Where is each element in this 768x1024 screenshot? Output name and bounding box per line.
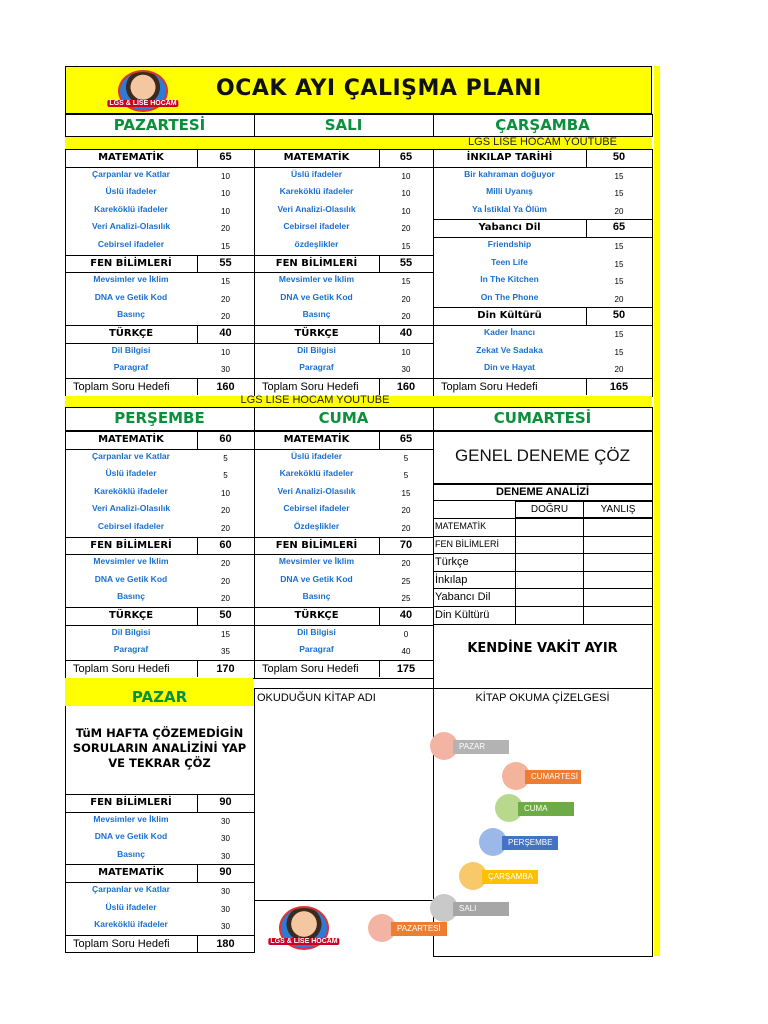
section-total: 50 xyxy=(219,609,232,621)
border xyxy=(65,882,66,900)
topic-name: Friendship xyxy=(487,239,532,249)
border xyxy=(652,237,653,255)
topic-name: Üslü ifadeler xyxy=(105,186,157,197)
topic-name: DNA ve Getik Kod xyxy=(280,291,353,302)
border xyxy=(652,325,653,343)
topic-count: 30 xyxy=(221,887,230,896)
free-cell xyxy=(433,624,653,689)
border xyxy=(254,484,255,502)
topic-name: Üslü ifadeler xyxy=(290,168,343,179)
subject-name: FEN BİLİMLERİ xyxy=(435,538,500,549)
border xyxy=(65,917,66,935)
topic-name: Kareköklü ifadeler xyxy=(94,485,168,496)
topic-count: 10 xyxy=(401,171,411,181)
section-name: TÜRKÇE xyxy=(294,610,339,621)
border xyxy=(65,589,66,607)
sun-note: TüM HAFTA ÇÖZEMEDİGİN SORULARIN ANALİZİNİ YAP VE TEKRAR ÇÖZ xyxy=(72,726,247,770)
topic-name: Basınç xyxy=(117,848,145,859)
topic-count: 10 xyxy=(401,206,411,216)
correct-cell xyxy=(515,571,584,590)
goal-label: Toplam Soru Hedefi xyxy=(73,380,170,393)
day-header-sun: PAZAR xyxy=(131,688,188,706)
topic-count: 15 xyxy=(401,277,411,287)
topic-name: Dil Bilgisi xyxy=(111,344,151,355)
step-chip: CUMA xyxy=(518,802,574,816)
border xyxy=(652,184,653,202)
day-header-fri: CUMA xyxy=(318,409,369,427)
topic-name: Cebirsel ifadeler xyxy=(283,503,350,514)
day-header-thu: PERŞEMBE xyxy=(114,409,205,427)
subject-name: MATEMATİK xyxy=(435,521,487,531)
topic-count: 5 xyxy=(403,453,409,463)
correct-cell xyxy=(515,518,584,537)
day-header-mon: PAZARTESİ xyxy=(113,116,206,134)
step-chip: ÇARŞAMBA xyxy=(482,870,538,884)
topic-count: 25 xyxy=(401,576,411,586)
border xyxy=(65,554,66,572)
border xyxy=(65,449,66,467)
topic-count: 30 xyxy=(221,922,230,932)
wrong-cell xyxy=(583,571,653,590)
border xyxy=(65,847,66,865)
logo-avatar-bottom xyxy=(270,906,338,950)
section-total: 65 xyxy=(399,433,413,445)
subject-name: İnkılap xyxy=(435,573,468,586)
correct-cell xyxy=(515,588,584,607)
subject-name: Din Kültürü xyxy=(435,609,490,621)
wrong-cell xyxy=(583,588,653,607)
goal-label: Toplam Soru Hedefi xyxy=(262,380,359,393)
section-total: 70 xyxy=(399,538,413,551)
border xyxy=(652,255,653,273)
topic-name: Paragraf xyxy=(299,644,334,655)
topic-name: DNA ve Getik Kod xyxy=(94,291,168,302)
border xyxy=(254,501,255,519)
topic-count: 15 xyxy=(221,242,230,251)
topic-name: Dil Bilgisi xyxy=(297,626,336,637)
section-total: 60 xyxy=(219,538,232,551)
section-total: 40 xyxy=(399,609,413,621)
topic-name: Bir kahraman doğuyor xyxy=(464,168,555,179)
logo-text: LGS & LİSE HOCAM xyxy=(270,938,338,945)
border xyxy=(65,343,66,361)
section-total: 40 xyxy=(399,327,413,339)
correct-cell xyxy=(515,536,584,555)
step-chip: CUMARTESİ xyxy=(525,770,581,784)
section-name: MATEMATİK xyxy=(98,152,164,163)
topic-name: Zekat Ve Sadaka xyxy=(476,344,543,355)
dots-icon xyxy=(520,709,534,721)
topic-name: Kareköklü ifadeler xyxy=(94,203,168,214)
border xyxy=(254,272,255,290)
topic-count: 15 xyxy=(401,242,411,251)
border xyxy=(254,900,255,918)
banner-text: LGS LISE HOCAM YOUTUBE xyxy=(240,394,390,406)
topic-count: 15 xyxy=(221,277,230,287)
step-chip: PERŞEMBE xyxy=(502,836,558,850)
logo-text: LGS & LİSE HOCAM xyxy=(109,100,177,107)
topic-name: Mevsimler ve İklim xyxy=(93,274,169,285)
border xyxy=(65,484,66,502)
topic-name: DNA ve Getik Kod xyxy=(94,831,168,842)
border xyxy=(65,360,66,378)
border xyxy=(65,202,66,220)
border xyxy=(65,219,66,237)
section-name: Din Kültürü xyxy=(477,310,542,322)
subject-name: Türkçe xyxy=(435,556,469,569)
topic-name: Kareköklü ifadeler xyxy=(94,919,168,930)
topic-name: Kareköklü ifadeler xyxy=(279,186,354,197)
border xyxy=(254,343,255,361)
topic-name: Ya İstiklal Ya Ölüm xyxy=(472,203,547,214)
section-total: 55 xyxy=(399,256,413,269)
section-total: 65 xyxy=(612,221,626,234)
topic-name: Dil Bilgisi xyxy=(111,626,151,637)
topic-count: 5 xyxy=(223,453,228,463)
topic-count: 5 xyxy=(223,471,228,481)
border xyxy=(254,917,255,935)
day-header-wed: ÇARŞAMBA xyxy=(495,116,590,134)
topic-name: Basınç xyxy=(302,309,331,320)
section-name: MATEMATİK xyxy=(283,434,350,445)
wrong-cell xyxy=(583,606,653,625)
section-name: MATEMATİK xyxy=(98,867,164,879)
border xyxy=(254,237,255,255)
correct-cell xyxy=(515,606,584,625)
goal-value: 165 xyxy=(609,380,629,393)
topic-name: Üslü ifadeler xyxy=(290,450,343,461)
topic-count: 15 xyxy=(614,347,624,357)
border xyxy=(652,202,653,220)
section-name: MATEMATİK xyxy=(98,434,164,445)
goal-value: 170 xyxy=(216,662,235,675)
topic-count: 10 xyxy=(221,206,230,216)
border xyxy=(65,625,66,643)
topic-name: Cebirsel ifadeler xyxy=(283,221,350,232)
border xyxy=(254,812,255,830)
topic-count: 30 xyxy=(221,834,230,844)
section-total: 50 xyxy=(612,309,626,322)
topic-count: 20 xyxy=(614,206,624,216)
step-chip: PAZARTESİ xyxy=(391,922,447,936)
border xyxy=(652,360,653,378)
topic-count: 10 xyxy=(401,347,411,357)
topic-name: Mevsimler ve İklim xyxy=(93,556,169,567)
section-name: FEN BİLİMLERİ xyxy=(90,257,172,269)
topic-count: 20 xyxy=(221,524,230,533)
wrong-cell xyxy=(583,536,653,555)
topic-name: Mevsimler ve İklim xyxy=(278,274,355,285)
reading-cell xyxy=(433,688,653,957)
topic-name: Özdeşlikler xyxy=(293,521,340,531)
border xyxy=(65,307,66,325)
border xyxy=(65,900,66,918)
topic-count: 20 xyxy=(221,594,230,604)
section-name: İNKILAP TARİHİ xyxy=(466,152,553,163)
border xyxy=(65,812,66,830)
border xyxy=(254,572,255,590)
topic-count: 30 xyxy=(221,365,230,375)
banner-text: LGS LISE HOCAM YOUTUBE xyxy=(468,136,617,148)
border xyxy=(433,255,434,273)
border xyxy=(433,360,434,378)
topic-count: 20 xyxy=(221,506,230,516)
topic-name: In The Kitchen xyxy=(480,274,539,285)
section-total: 40 xyxy=(219,327,232,339)
book-label: OKUDUĞUN KİTAP ADI xyxy=(257,692,376,704)
border xyxy=(65,501,66,519)
border xyxy=(254,519,255,537)
correct-label: DOĞRU xyxy=(530,504,569,515)
topic-name: Üslü ifadeler xyxy=(105,901,157,912)
topic-count: 30 xyxy=(221,851,230,861)
border xyxy=(254,449,255,467)
border xyxy=(254,219,255,237)
section-name: TÜRKÇE xyxy=(108,610,154,621)
topic-name: Mevsimler ve İklim xyxy=(93,813,169,824)
border xyxy=(65,184,66,202)
topic-count: 30 xyxy=(401,365,411,375)
topic-count: 20 xyxy=(401,524,411,533)
topic-count: 20 xyxy=(401,224,411,234)
topic-count: 15 xyxy=(614,330,624,339)
topic-count: 20 xyxy=(401,506,411,516)
border xyxy=(433,272,434,290)
border xyxy=(433,237,434,255)
topic-count: 20 xyxy=(221,224,230,234)
section-name: Yabancı Dil xyxy=(478,222,541,234)
border xyxy=(65,572,66,590)
topic-name: Kader İnancı xyxy=(483,327,536,337)
topic-name: Milli Uyanış xyxy=(486,186,533,197)
banner-3 xyxy=(65,678,253,688)
topic-name: Veri Analizi-Olasılık xyxy=(277,203,356,214)
border xyxy=(433,501,434,519)
topic-name: Cebirsel ifadeler xyxy=(97,521,165,531)
section-name: MATEMATİK xyxy=(283,152,350,163)
topic-count: 25 xyxy=(401,594,411,604)
topic-count: 10 xyxy=(401,189,411,199)
topic-count: 20 xyxy=(614,365,624,375)
topic-count: 15 xyxy=(614,242,624,251)
goal-label: Toplam Soru Hedefi xyxy=(262,662,359,675)
title-bar xyxy=(65,66,652,114)
section-name: FEN BİLİMLERİ xyxy=(275,539,358,551)
reading-title: KİTAP OKUMA ÇİZELGESİ xyxy=(475,692,610,704)
border xyxy=(65,642,66,660)
goal-value: 180 xyxy=(216,937,235,950)
topic-name: Çarpanlar ve Katlar xyxy=(92,168,170,179)
goal-label: Toplam Soru Hedefi xyxy=(441,380,538,393)
border xyxy=(254,829,255,847)
section-total: 50 xyxy=(612,151,626,163)
wrong-cell xyxy=(583,553,653,572)
section-total: 65 xyxy=(399,151,413,163)
topic-count: 5 xyxy=(403,471,409,481)
topic-name: Cebirsel ifadeler xyxy=(97,239,165,249)
section-name: FEN BİLİMLERİ xyxy=(90,539,172,551)
topic-name: Mevsimler ve İklim xyxy=(278,556,355,567)
topic-name: Çarpanlar ve Katlar xyxy=(92,884,170,894)
border xyxy=(652,343,653,361)
border xyxy=(65,290,66,308)
section-name: FEN BİLİMLERİ xyxy=(90,797,172,808)
topic-name: Paragraf xyxy=(299,362,334,373)
topic-name: Basınç xyxy=(117,591,145,602)
topic-count: 10 xyxy=(221,347,230,357)
correct-cell xyxy=(515,553,584,572)
topic-name: Basınç xyxy=(117,309,145,320)
topic-count: 15 xyxy=(614,171,624,181)
topic-count: 30 xyxy=(221,904,230,914)
topic-name: Veri Analizi-Olasılık xyxy=(91,503,171,514)
border xyxy=(254,307,255,325)
logo-avatar xyxy=(109,70,177,112)
topic-count: 20 xyxy=(221,312,230,322)
topic-count: 20 xyxy=(401,294,411,304)
topic-name: DNA ve Getik Kod xyxy=(280,573,353,584)
border xyxy=(254,290,255,308)
topic-count: 20 xyxy=(221,294,230,304)
border xyxy=(652,272,653,290)
topic-count: 10 xyxy=(221,189,230,199)
topic-name: Veri Analizi-Olasılık xyxy=(91,221,171,232)
border xyxy=(254,847,255,865)
border xyxy=(254,184,255,202)
topic-count: 0 xyxy=(403,629,409,639)
border xyxy=(254,202,255,220)
day-header-sat: CUMARTESİ xyxy=(493,409,592,427)
goal-label: Toplam Soru Hedefi xyxy=(73,662,170,675)
topic-count: 20 xyxy=(401,559,411,569)
topic-name: Üslü ifadeler xyxy=(105,468,157,479)
topic-name: özdeşlikler xyxy=(294,239,339,249)
free-text: KENDİNE VAKİT AYIR xyxy=(467,641,618,656)
border xyxy=(254,554,255,572)
topic-name: Çarpanlar ve Katlar xyxy=(92,450,170,461)
border xyxy=(65,237,66,255)
topic-name: Paragraf xyxy=(113,644,149,655)
border xyxy=(254,589,255,607)
topic-name: Basınç xyxy=(302,591,331,602)
yellow-edge xyxy=(654,66,660,956)
wrong-cell xyxy=(583,518,653,537)
day-header-tue: SALI xyxy=(324,116,363,134)
topic-name: Dil Bilgisi xyxy=(297,344,336,355)
section-total: 55 xyxy=(219,256,232,269)
topic-count: 20 xyxy=(401,312,411,322)
border xyxy=(433,325,434,343)
border xyxy=(65,466,66,484)
topic-count: 40 xyxy=(401,647,411,657)
border xyxy=(433,184,434,202)
goal-label: Toplam Soru Hedefi xyxy=(73,937,170,950)
section-name: FEN BİLİMLERİ xyxy=(275,257,358,269)
topic-count: 20 xyxy=(221,576,230,586)
topic-name: On The Phone xyxy=(480,291,539,302)
border xyxy=(254,360,255,378)
topic-count: 15 xyxy=(221,629,230,639)
topic-count: 30 xyxy=(221,816,230,826)
topic-name: Teen Life xyxy=(491,256,528,267)
topic-count: 15 xyxy=(614,189,624,199)
border xyxy=(652,290,653,308)
border xyxy=(65,519,66,537)
section-name: TÜRKÇE xyxy=(108,328,154,339)
wrong-label: YANLIŞ xyxy=(600,504,636,515)
topic-name: Veri Analizi-Olasılık xyxy=(277,485,356,496)
page-title: OCAK AYI ÇALIŞMA PLANI xyxy=(216,76,542,101)
section-total: 60 xyxy=(219,433,232,445)
topic-count: 35 xyxy=(221,647,230,657)
section-name: TÜRKÇE xyxy=(294,328,339,339)
border xyxy=(433,167,434,185)
topic-name: Kareköklü ifadeler xyxy=(279,468,354,479)
subject-name: Yabancı Dil xyxy=(435,591,491,604)
section-total: 65 xyxy=(219,151,232,163)
border xyxy=(433,343,434,361)
topic-name: Din ve Hayat xyxy=(483,362,536,373)
border xyxy=(652,167,653,185)
book-cell xyxy=(254,688,434,901)
topic-count: 15 xyxy=(401,488,411,498)
goal-value: 160 xyxy=(396,380,416,393)
border xyxy=(254,466,255,484)
border xyxy=(254,625,255,643)
border xyxy=(65,272,66,290)
goal-value: 175 xyxy=(396,662,416,675)
section-total: 90 xyxy=(219,866,232,879)
goal-value: 160 xyxy=(216,380,235,393)
topic-count: 15 xyxy=(614,277,624,287)
analysis-title: DENEME ANALİZİ xyxy=(495,486,590,498)
border xyxy=(254,167,255,185)
border xyxy=(433,202,434,220)
topic-count: 10 xyxy=(221,488,230,498)
section-total: 90 xyxy=(219,796,232,808)
border xyxy=(254,882,255,900)
border xyxy=(65,829,66,847)
topic-count: 10 xyxy=(221,171,230,181)
topic-count: 20 xyxy=(614,294,624,304)
topic-name: DNA ve Getik Kod xyxy=(94,573,168,584)
border xyxy=(254,642,255,660)
exam-text: GENEL DENEME ÇÖZ xyxy=(454,446,631,465)
topic-name: Paragraf xyxy=(113,362,149,373)
border xyxy=(433,290,434,308)
topic-count: 15 xyxy=(614,259,624,269)
topic-count: 20 xyxy=(221,559,230,569)
study-plan-sheet xyxy=(65,66,658,956)
step-chip: SALI xyxy=(453,902,509,916)
border xyxy=(65,167,66,185)
step-chip: PAZAR xyxy=(453,740,509,754)
